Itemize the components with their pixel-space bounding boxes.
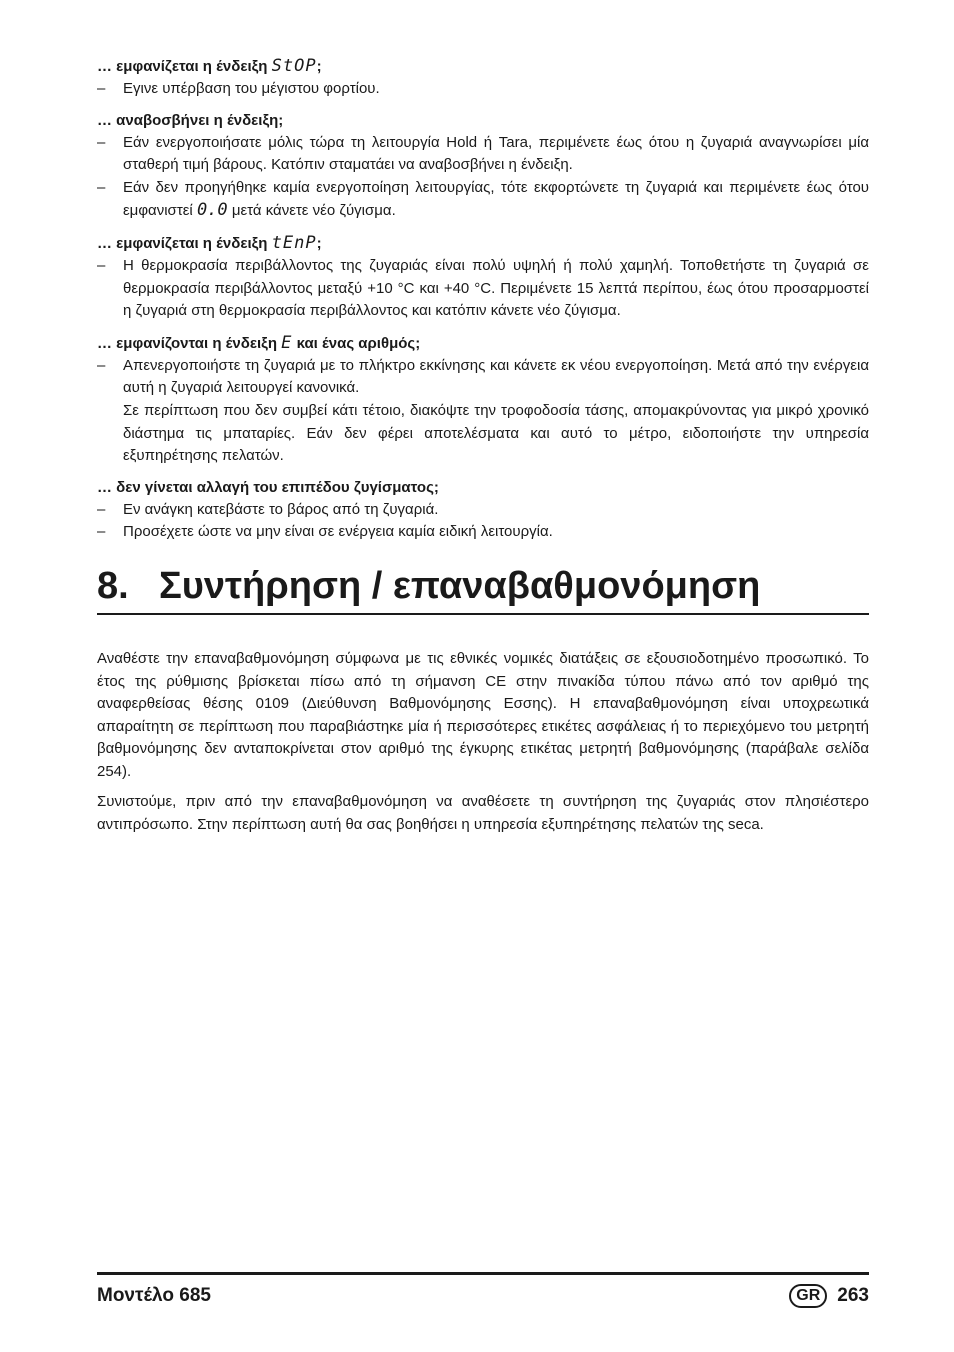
text-part: μετά κάνετε νέο ζύγισμα. (227, 202, 396, 220)
chapter-title: Συντήρηση / επαναβαθμονόμηση (159, 564, 761, 607)
list-item (97, 521, 869, 544)
heading-suffix: ; (316, 58, 322, 75)
model-label: Μοντέλο 685 (97, 1285, 211, 1306)
heading-text: … εμφανίζεται η ένδειξη (97, 58, 272, 75)
list-item (97, 499, 869, 522)
list-item (97, 78, 869, 101)
section-heading (97, 232, 869, 255)
list-item (97, 255, 869, 323)
heading-text: … εμφανίζεται η ένδειξη (97, 234, 272, 252)
troubleshoot-section-temp (97, 232, 869, 323)
troubleshoot-section-stop (97, 55, 869, 101)
list-dash: – (97, 500, 106, 518)
section-heading (97, 332, 869, 355)
list-item (97, 355, 869, 468)
chapter-heading (97, 563, 869, 615)
chapter-body (97, 648, 869, 837)
heading-text: … εμφανίζονται η ένδειξη (97, 334, 282, 352)
display-symbol: E (281, 332, 293, 353)
list-dash: – (97, 256, 106, 274)
section-heading (97, 477, 869, 499)
list-item-text: Απενεργοποιήστε τη ζυγαριά με το πλήκτρο εκκίνησης και κάνετε εκ νέου ενεργοποίηση. Μετά από την ενέργεια αυτή η ζυγαριά λειτουργεί κανονικά. (123, 356, 869, 397)
heading-text: … αναβοσβήνει η ένδειξη; (97, 111, 284, 129)
troubleshoot-section-blinking (97, 110, 869, 223)
heading-suffix: ; (316, 234, 322, 252)
list-item-text: Σε περίπτωση που δεν συμβεί κάτι τέτοιο, διακόψτε την τροφοδοσία τάσης, απομακρύνοντας για μικρό χρονικό διάστημα τις μπαταρίες. Εάν δεν φέρει αποτελέσματα και αυτό το μέτρο, ειδοποιήστε την υπηρεσία εξυπηρέτησης πελατών. (123, 401, 869, 465)
list-item-text (123, 177, 869, 223)
display-symbol: tEnP (271, 232, 317, 253)
list-dash: – (97, 133, 106, 151)
page-content (97, 55, 869, 845)
list-item-text: Προσέχετε ώστε να μην είναι σε ενέργεια καμία ειδική λειτουργία. (123, 523, 553, 541)
troubleshoot-section-level (97, 477, 869, 544)
list-item-text: Η θερμοκρασία περιβάλλοντος της ζυγαριάς είναι πολύ υψηλή ή πολύ χαμηλή. Τοποθετήστε τη ζυγαριά σε θερμοκρασία περιβάλλοντος μεταξύ +10 °C και +40 °C. Περιμένετε 15 λεπτά περίπου, έως ότου προσαρμοστεί η ζυγαριά στη θερμοκρασία περιβάλλοντος και κατόπιν κάνετε νέο ζύγισμα. (123, 256, 869, 320)
text-part: Εάν δεν προηγήθηκε καμία ενεργοποίηση λειτουργίας, τότε εκφορτώνετε τη ζυγαριά και περιμένετε έως ότου εμφανιστεί (123, 178, 869, 220)
list-item-text: Εν ανάγκη κατεβάστε το βάρος από τη ζυγαριά. (123, 500, 439, 518)
list-item (97, 177, 869, 223)
list-item (97, 132, 869, 177)
troubleshoot-section-error (97, 332, 869, 468)
page-footer (97, 1272, 869, 1315)
list-dash: – (97, 80, 106, 97)
list-dash: – (97, 178, 106, 196)
heading-text: … δεν γίνεται αλλαγή του επιπέδου ζυγίσματος; (97, 478, 439, 496)
page-number: 263 (837, 1285, 869, 1306)
chapter-number: 8. (97, 564, 129, 607)
footer-right (789, 1284, 869, 1308)
list-item-text: Εάν ενεργοποιήσατε μόλις τώρα τη λειτουργία Hold ή Tara, περιμένετε έως ότου η ζυγαριά αναγνωρίσει μία σταθερή τιμή βάρους. Κατόπιν σταματάει να αναβοσβήνει η ένδειξη. (123, 133, 869, 174)
display-symbol: StOP (271, 56, 317, 76)
list-dash: – (97, 523, 106, 541)
list-item-text: Εγινε υπέρβαση του μέγιστου φορτίου. (123, 80, 380, 97)
body-paragraph: Συνιστούμε, πριν από την επαναβαθμονόμηση να αναθέσετε τη συντήρηση της ζυγαριάς στον πλησιέστερο αντιπρόσωπο. Στην περίπτωση αυτή θα σας βοηθήσει η υπηρεσία εξυπηρέτησης πελατών της seca. (97, 793, 869, 834)
list-dash: – (97, 356, 106, 374)
heading-suffix: και ένας αριθμός; (292, 334, 421, 352)
section-heading (97, 110, 869, 132)
section-heading (97, 55, 869, 78)
display-symbol: 0.0 (196, 200, 228, 221)
language-badge: GR (789, 1284, 827, 1308)
body-paragraph: Αναθέστε την επαναβαθμονόμηση σύμφωνα με τις εθνικές νομικές διατάξεις σε εξουσιοδοτημένο προσωπικό. Το έτος της ρύθμισης βρίσκεται πίσω από τη σήμανση CE στην πινακίδα τύπου πάνω από τον αριθμό της αναφερθείσας θέσης 0109 (Διεύθυνση Βαθμονόμησης Εσσης). Η επαναβαθμονόμηση είναι υποχρεωτικά απαραίτητη σε περίπτωση που παραβιάστηκε μία ή περισσότερες ετικέτες ασφάλειας ή το περιεχόμενο του μετρητή βαθμονόμησης δεν ανταποκρίνεται στον αριθμό της έγκυρης ετικέτας μετρητή βαθμονόμησης (παράβαλε σελίδα 254). (97, 649, 869, 780)
